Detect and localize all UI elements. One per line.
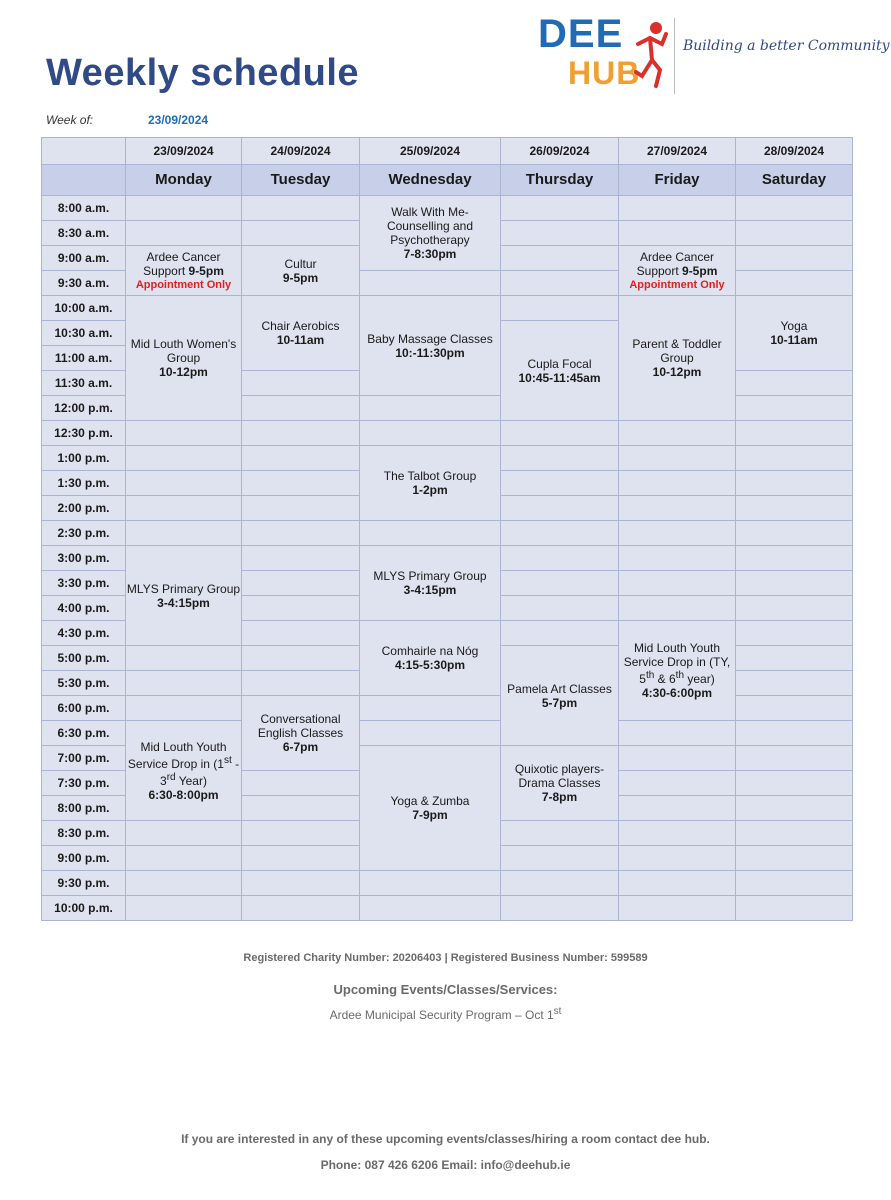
- empty-cell: [619, 796, 736, 821]
- event-time: 10-12pm: [652, 365, 702, 379]
- time-label: 6:00 p.m.: [42, 696, 126, 721]
- empty-cell: [501, 471, 619, 496]
- empty-cell: [360, 896, 501, 921]
- empty-cell: [736, 821, 853, 846]
- empty-cell: [360, 696, 501, 721]
- time-row: [42, 721, 853, 746]
- time-label: 10:30 a.m.: [42, 321, 126, 346]
- empty-cell: [242, 371, 360, 396]
- empty-cell: [619, 471, 736, 496]
- time-label: 9:30 a.m.: [42, 271, 126, 296]
- day-friday: Friday: [619, 165, 736, 196]
- event-cell-mid-louth-youth-drop-in: [126, 721, 242, 821]
- event-cell-talbot-group: [360, 446, 501, 521]
- time-label: 8:30 p.m.: [42, 821, 126, 846]
- date-tuesday: 24/09/2024: [242, 138, 360, 165]
- event-name-part: - 3: [160, 756, 240, 788]
- empty-cell: [619, 196, 736, 221]
- event-name: Mid Louth Women's Group: [130, 337, 237, 365]
- empty-cell: [126, 821, 242, 846]
- event-name-text: Ardee Cancer Support: [143, 249, 221, 278]
- event-name-sup: th: [675, 670, 685, 681]
- empty-cell: [501, 446, 619, 471]
- upcoming-heading: Upcoming Events/Classes/Services:: [333, 982, 558, 997]
- time-label: 6:30 p.m.: [42, 721, 126, 746]
- event-cell-ardee-cancer-support: [619, 246, 736, 296]
- time-label: 7:00 p.m.: [42, 746, 126, 771]
- empty-cell: [619, 421, 736, 446]
- empty-cell: [242, 671, 360, 696]
- week-of-value: 23/09/2024: [148, 113, 209, 127]
- empty-cell: [242, 771, 360, 796]
- schedule-table: [41, 137, 853, 921]
- event-cell-cultur: [242, 246, 360, 296]
- event-time: 9-5pm: [682, 263, 718, 278]
- empty-cell: [619, 846, 736, 871]
- empty-cell: [736, 496, 853, 521]
- event-time: 7-9pm: [412, 808, 448, 822]
- empty-cell: [242, 646, 360, 671]
- event-cell-mlys-primary-group: [360, 546, 501, 621]
- empty-cell: [736, 846, 853, 871]
- empty-cell: [126, 221, 242, 246]
- contact-line: If you are interested in any of these upcoming events/classes/hiring a room contact dee hub.: [181, 1132, 710, 1146]
- time-label: 10:00 p.m.: [42, 896, 126, 921]
- event-name-part: Mid Louth Youth Service Drop in (TY, 5: [623, 641, 731, 686]
- empty-cell: [242, 896, 360, 921]
- empty-cell: [501, 271, 619, 296]
- empty-cell: [501, 896, 619, 921]
- event-name-part: Mid Louth Youth Service Drop in (1: [127, 739, 227, 771]
- event-time: 6-7pm: [282, 740, 319, 754]
- empty-cell: [501, 571, 619, 596]
- empty-cell: [736, 471, 853, 496]
- event-name: Quixotic players- Drama Classes: [514, 762, 605, 790]
- time-label: 8:30 a.m.: [42, 221, 126, 246]
- empty-cell: [242, 221, 360, 246]
- event-name: Conversational English Classes: [257, 712, 344, 740]
- empty-cell: [619, 596, 736, 621]
- event-name: Baby Massage Classes: [367, 331, 493, 346]
- empty-cell: [501, 246, 619, 271]
- empty-cell: [242, 571, 360, 596]
- event-name-sup: th: [645, 670, 655, 681]
- empty-cell: [126, 696, 242, 721]
- event-time: 5-7pm: [541, 695, 578, 710]
- event-name: MLYS Primary Group: [373, 569, 487, 583]
- day-header-row: [42, 165, 853, 196]
- event-time: 3-4:15pm: [403, 583, 457, 597]
- event-cell-chair-aerobics: [242, 296, 360, 371]
- empty-cell: [619, 746, 736, 771]
- empty-cell: [242, 796, 360, 821]
- date-wednesday: 25/09/2024: [360, 138, 501, 165]
- date-header-row: [42, 138, 853, 165]
- empty-cell: [501, 846, 619, 871]
- week-of-label: Week of:: [46, 113, 94, 127]
- empty-cell: [736, 796, 853, 821]
- registration-numbers: Registered Charity Number: 20206403 | Registered Business Number: 599589: [243, 952, 648, 964]
- empty-cell: [360, 721, 501, 746]
- event-name-part: Year): [175, 773, 207, 788]
- event-cell-conversational-english: [242, 696, 360, 771]
- empty-cell: [126, 671, 242, 696]
- time-label: 8:00 a.m.: [42, 196, 126, 221]
- event-time: 9-5pm: [282, 270, 319, 285]
- empty-cell: [619, 546, 736, 571]
- time-label: 4:30 p.m.: [42, 621, 126, 646]
- empty-cell: [242, 421, 360, 446]
- running-figure-icon: [630, 18, 670, 92]
- time-label: 3:00 p.m.: [42, 546, 126, 571]
- empty-cell: [736, 196, 853, 221]
- event-time: 9-5pm: [188, 263, 224, 278]
- logo-hub-text: HUB: [568, 55, 641, 91]
- date-monday: 23/09/2024: [126, 138, 242, 165]
- empty-cell: [126, 196, 242, 221]
- time-label: 12:00 p.m.: [42, 396, 126, 421]
- event-name: [126, 250, 241, 278]
- time-label: 10:00 a.m.: [42, 296, 126, 321]
- empty-cell: [736, 246, 853, 271]
- empty-cell: [126, 521, 242, 546]
- time-label: 4:00 p.m.: [42, 596, 126, 621]
- empty-cell: [501, 546, 619, 571]
- empty-cell: [619, 821, 736, 846]
- event-name: Walk With Me- Counselling and Psychotherapy: [386, 205, 474, 247]
- empty-cell: [242, 596, 360, 621]
- upcoming-item-sup: st: [553, 1006, 562, 1017]
- empty-cell: [736, 521, 853, 546]
- empty-cell: [736, 746, 853, 771]
- event-name: [619, 250, 735, 278]
- day-tuesday: Tuesday: [242, 165, 360, 196]
- corner-cell: [42, 165, 126, 196]
- event-cell-mlys-primary-group: [126, 546, 242, 646]
- corner-cell: [42, 138, 126, 165]
- empty-cell: [736, 896, 853, 921]
- empty-cell: [619, 771, 736, 796]
- empty-cell: [501, 871, 619, 896]
- time-label: 3:30 p.m.: [42, 571, 126, 596]
- empty-cell: [501, 496, 619, 521]
- logo-tagline: Building a better Community: [683, 38, 890, 54]
- empty-cell: [242, 471, 360, 496]
- event-name-sup: st: [223, 754, 232, 766]
- time-label: 5:00 p.m.: [42, 646, 126, 671]
- empty-cell: [242, 871, 360, 896]
- page-title: Weekly schedule: [46, 52, 360, 94]
- empty-cell: [501, 521, 619, 546]
- empty-cell: [360, 521, 501, 546]
- time-row: [42, 296, 853, 321]
- date-thursday: 26/09/2024: [501, 138, 619, 165]
- empty-cell: [126, 421, 242, 446]
- logo-divider: [674, 18, 675, 94]
- event-name-part: & 6: [654, 672, 676, 686]
- empty-cell: [736, 271, 853, 296]
- event-name: Chair Aerobics: [261, 319, 340, 333]
- empty-cell: [360, 421, 501, 446]
- day-wednesday: Wednesday: [360, 165, 501, 196]
- date-saturday: 28/09/2024: [736, 138, 853, 165]
- time-row: [42, 896, 853, 921]
- time-row: [42, 546, 853, 571]
- empty-cell: [360, 271, 501, 296]
- event-time: 4:30-6:00pm: [641, 686, 713, 700]
- empty-cell: [619, 496, 736, 521]
- event-time: 6:30-8:00pm: [148, 787, 219, 802]
- event-time: 7-8pm: [541, 790, 578, 804]
- empty-cell: [242, 196, 360, 221]
- empty-cell: [736, 771, 853, 796]
- event-time: 10:-11:30pm: [395, 345, 465, 360]
- time-row: [42, 421, 853, 446]
- empty-cell: [736, 721, 853, 746]
- empty-cell: [501, 221, 619, 246]
- time-row: [42, 196, 853, 221]
- empty-cell: [736, 671, 853, 696]
- upcoming-item-text: Ardee Municipal Security Program – Oct 1: [329, 1008, 554, 1022]
- event-cell-yoga-zumba: [360, 746, 501, 871]
- empty-cell: [619, 521, 736, 546]
- event-note: Appointment Only: [135, 278, 232, 291]
- event-name: Yoga & Zumba: [390, 794, 470, 808]
- event-cell-ardee-cancer-support: [126, 246, 242, 296]
- event-name: Cultur: [284, 256, 317, 271]
- time-label: 2:00 p.m.: [42, 496, 126, 521]
- event-name: Yoga: [780, 319, 808, 333]
- event-cell-pamela-art-classes: [501, 646, 619, 746]
- event-cell-parent-toddler-group: [619, 296, 736, 421]
- event-name: Cupla Focal: [527, 356, 592, 371]
- empty-cell: [126, 496, 242, 521]
- time-row: [42, 446, 853, 471]
- upcoming-item: [0, 1006, 891, 1022]
- empty-cell: [126, 896, 242, 921]
- empty-cell: [501, 621, 619, 646]
- empty-cell: [736, 571, 853, 596]
- empty-cell: [242, 521, 360, 546]
- event-time: 10:45-11:45am: [518, 370, 601, 385]
- event-time: 10-12pm: [159, 365, 208, 379]
- empty-cell: [619, 896, 736, 921]
- time-label: 7:30 p.m.: [42, 771, 126, 796]
- time-label: 8:00 p.m.: [42, 796, 126, 821]
- empty-cell: [126, 471, 242, 496]
- empty-cell: [736, 871, 853, 896]
- event-cell-walk-with-me: [360, 196, 501, 271]
- empty-cell: [242, 846, 360, 871]
- event-name: MLYS Primary Group: [126, 581, 241, 596]
- empty-cell: [360, 871, 501, 896]
- event-name: Pamela Art Classes: [507, 681, 612, 696]
- empty-cell: [736, 546, 853, 571]
- event-cell-baby-massage: [360, 296, 501, 396]
- event-cell-yoga: [736, 296, 853, 371]
- empty-cell: [736, 446, 853, 471]
- empty-cell: [242, 821, 360, 846]
- empty-cell: [619, 871, 736, 896]
- time-label: 11:00 a.m.: [42, 346, 126, 371]
- empty-cell: [619, 571, 736, 596]
- empty-cell: [126, 846, 242, 871]
- event-name: Parent & Toddler Group: [632, 337, 722, 365]
- empty-cell: [126, 871, 242, 896]
- empty-cell: [619, 221, 736, 246]
- time-row: [42, 871, 853, 896]
- time-label: 12:30 p.m.: [42, 421, 126, 446]
- day-thursday: Thursday: [501, 165, 619, 196]
- phone-email-line: Phone: 087 426 6206 Email: info@deehub.ie: [320, 1158, 571, 1172]
- event-time: 3-4:15pm: [157, 595, 210, 610]
- date-friday: 27/09/2024: [619, 138, 736, 165]
- empty-cell: [736, 221, 853, 246]
- empty-cell: [736, 621, 853, 646]
- empty-cell: [501, 196, 619, 221]
- event-name-sup: rd: [166, 771, 176, 783]
- time-row: [42, 521, 853, 546]
- empty-cell: [619, 721, 736, 746]
- event-note: Appointment Only: [629, 278, 725, 291]
- event-time: 1-2pm: [412, 483, 448, 497]
- empty-cell: [736, 596, 853, 621]
- event-name: [619, 641, 735, 686]
- empty-cell: [242, 446, 360, 471]
- empty-cell: [242, 546, 360, 571]
- logo-dee-text: DEE: [538, 12, 624, 56]
- empty-cell: [736, 396, 853, 421]
- dee-hub-logo: [538, 12, 890, 94]
- empty-cell: [501, 821, 619, 846]
- time-label: 1:30 p.m.: [42, 471, 126, 496]
- event-time: 4:15-5:30pm: [394, 658, 466, 672]
- time-label: 9:00 p.m.: [42, 846, 126, 871]
- empty-cell: [501, 296, 619, 321]
- time-label: 1:00 p.m.: [42, 446, 126, 471]
- event-name: The Talbot Group: [383, 469, 477, 483]
- empty-cell: [736, 696, 853, 721]
- time-label: 5:30 p.m.: [42, 671, 126, 696]
- empty-cell: [242, 496, 360, 521]
- event-cell-mid-louth-womens-group: [126, 296, 242, 421]
- empty-cell: [126, 446, 242, 471]
- empty-cell: [126, 646, 242, 671]
- event-name-text: Ardee Cancer Support: [636, 249, 715, 278]
- time-label: 9:30 p.m.: [42, 871, 126, 896]
- event-name-part: year): [684, 672, 715, 686]
- empty-cell: [242, 621, 360, 646]
- empty-cell: [360, 396, 501, 421]
- event-cell-cupla-focal: [501, 321, 619, 421]
- empty-cell: [501, 596, 619, 621]
- empty-cell: [619, 446, 736, 471]
- event-cell-mid-louth-youth-drop-in: [619, 621, 736, 721]
- event-time: 10-11am: [770, 333, 818, 347]
- day-monday: Monday: [126, 165, 242, 196]
- event-name: [126, 740, 241, 788]
- event-cell-comhairle-na-nog: [360, 621, 501, 696]
- time-label: 11:30 a.m.: [42, 371, 126, 396]
- event-time: 7-8:30pm: [403, 247, 457, 261]
- empty-cell: [736, 371, 853, 396]
- day-saturday: Saturday: [736, 165, 853, 196]
- event-time: 10-11am: [276, 333, 325, 347]
- empty-cell: [736, 646, 853, 671]
- empty-cell: [501, 421, 619, 446]
- time-label: 2:30 p.m.: [42, 521, 126, 546]
- empty-cell: [242, 396, 360, 421]
- time-label: 9:00 a.m.: [42, 246, 126, 271]
- event-name: Comhairle na Nóg: [381, 644, 479, 658]
- empty-cell: [736, 421, 853, 446]
- event-cell-quixotic-players: [501, 746, 619, 821]
